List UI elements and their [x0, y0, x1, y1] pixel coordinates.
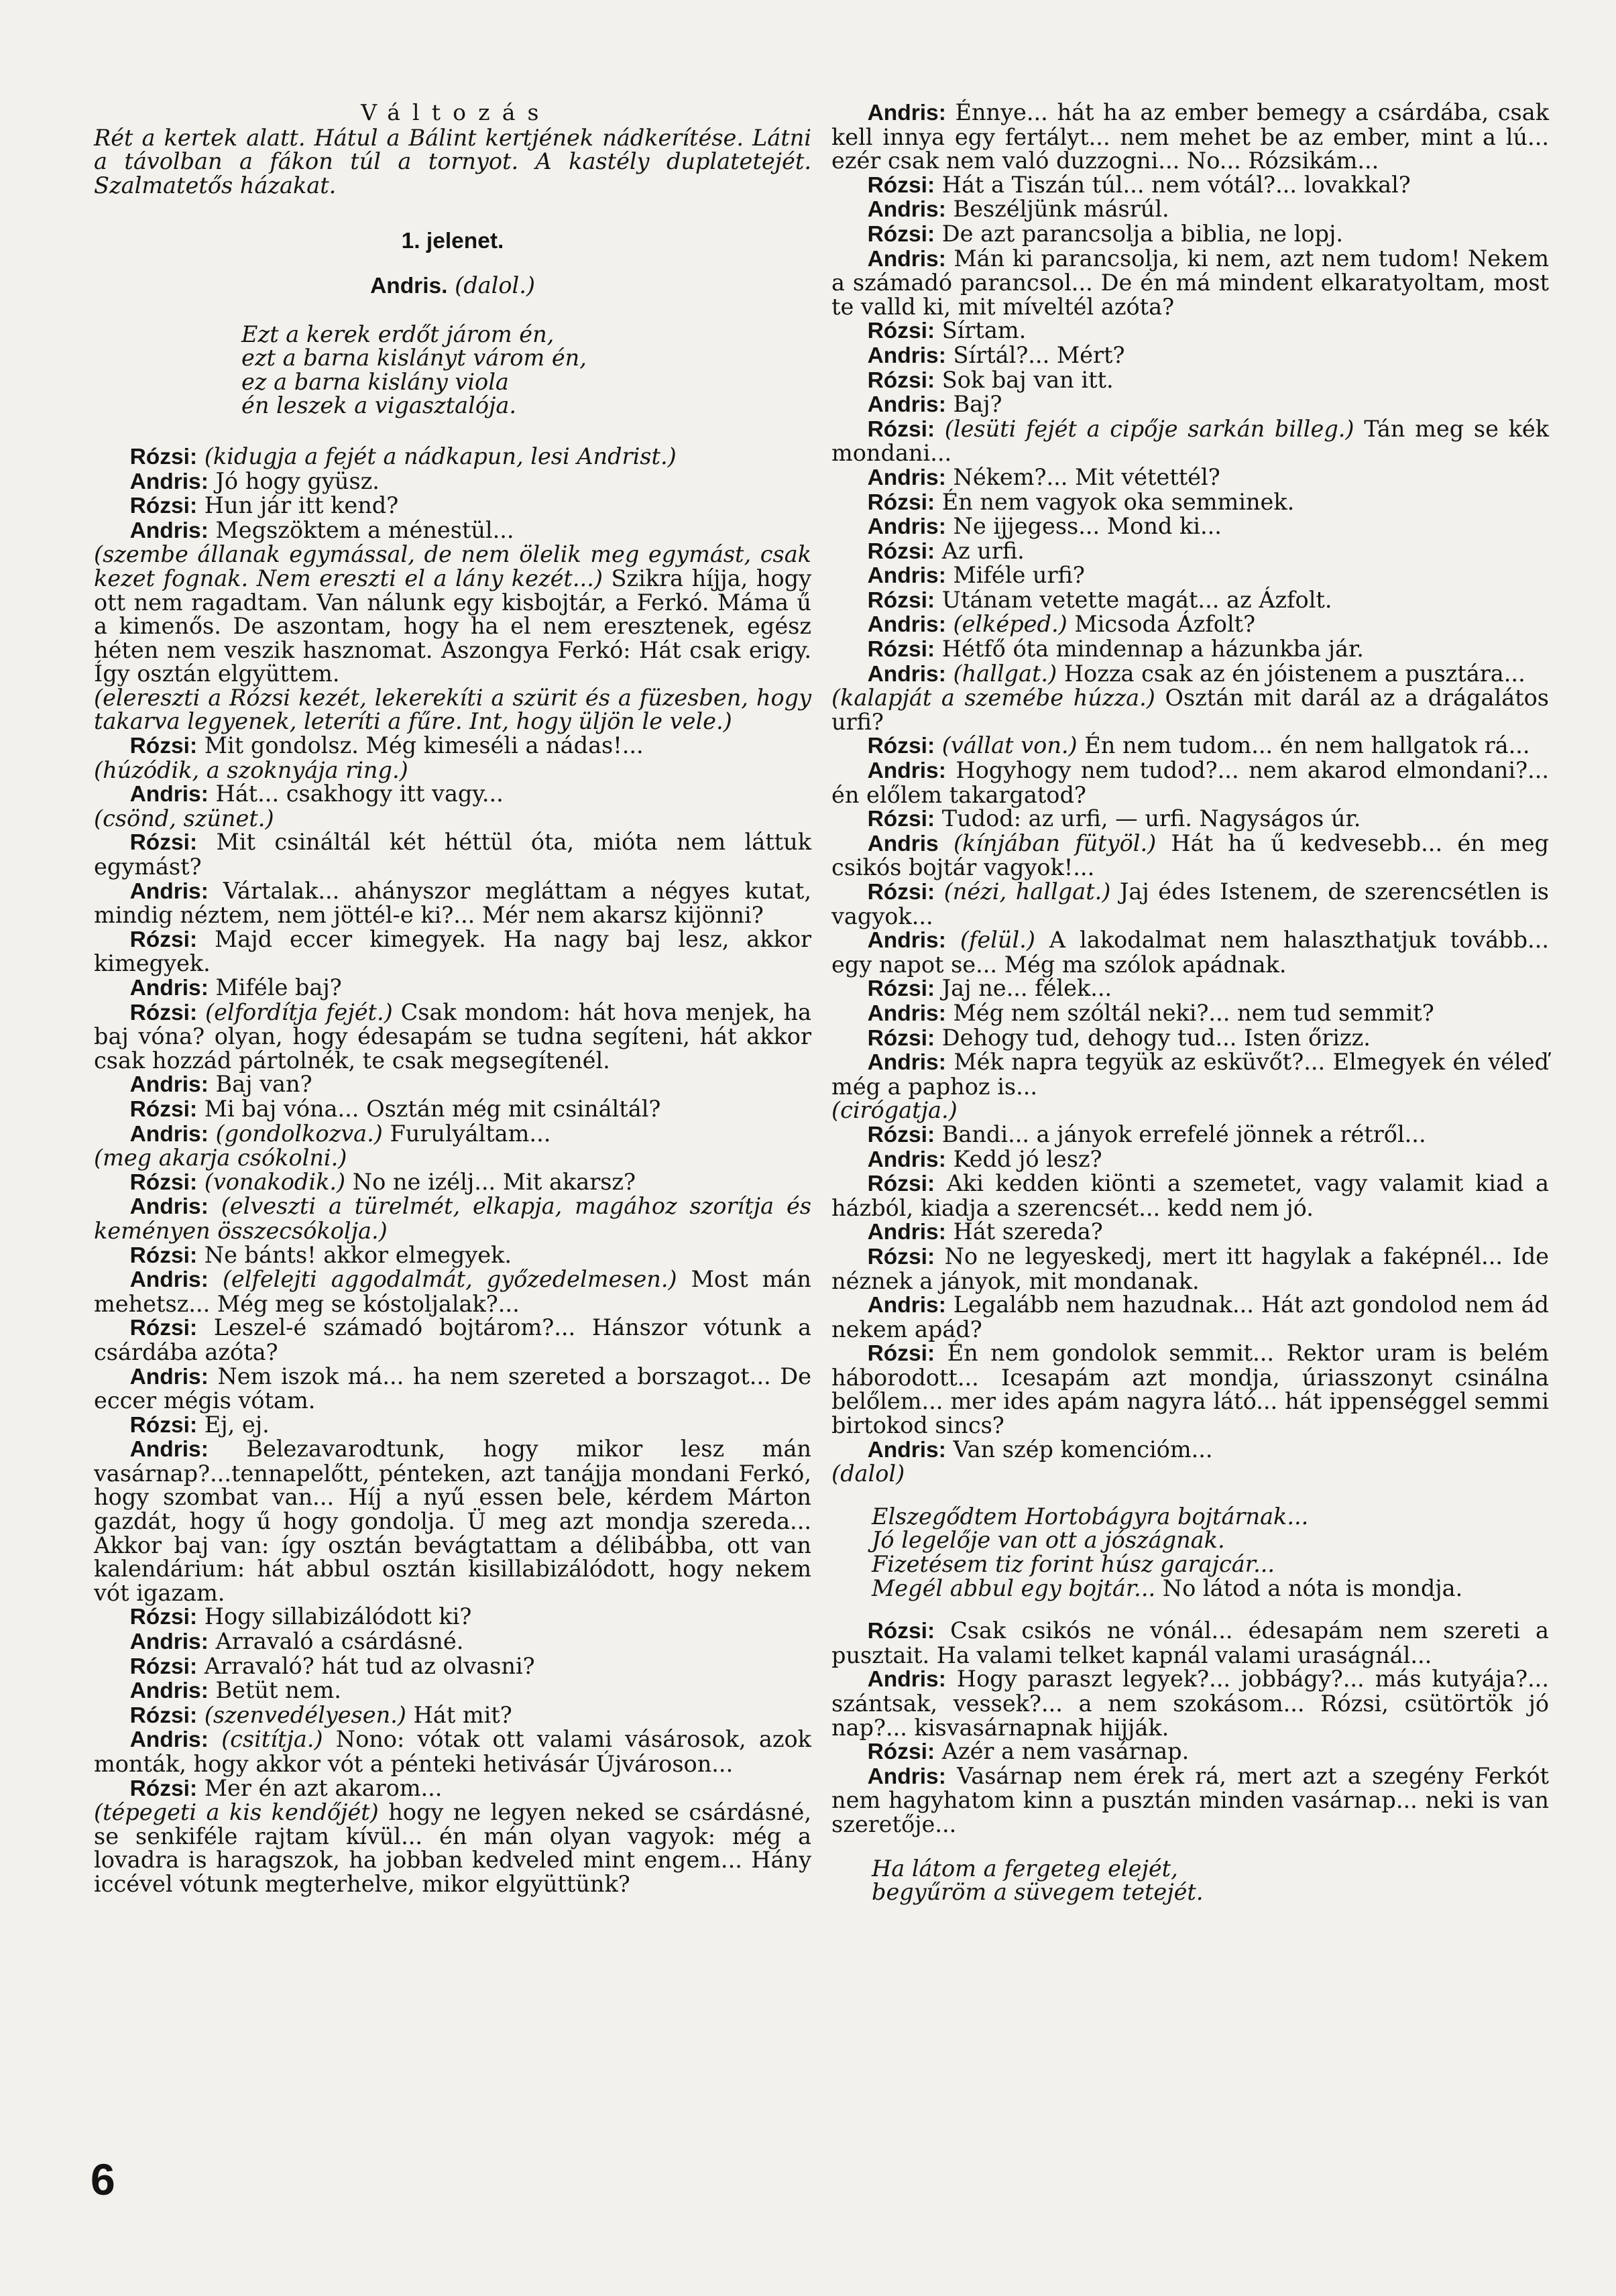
dialogue-line	[831, 1123, 1549, 1147]
dialogue-line	[831, 1293, 1549, 1341]
dialogue-line	[94, 1122, 811, 1147]
dialogue-line	[94, 1654, 811, 1679]
scene-heading: 1. jelenet.	[401, 229, 504, 254]
dialogue-line	[94, 1072, 811, 1097]
dialogue-text: Miféle baj?	[215, 974, 342, 1000]
dialogue-line	[831, 588, 1549, 613]
dialogue-text: Arravaló a csárdásné.	[215, 1628, 464, 1655]
stage-direction: (csönd, szünet.)	[94, 805, 274, 831]
dialogue-line	[94, 782, 811, 807]
dialogue-text: Ej, ej.	[204, 1411, 270, 1438]
dialogue-line	[831, 1098, 1549, 1123]
dialogue-line	[831, 1667, 1549, 1739]
dialogue-line	[831, 734, 1549, 758]
speaker: Andris:	[867, 612, 946, 638]
dialogue-line	[831, 1341, 1549, 1437]
dialogue-text: Sírtam.	[941, 317, 1027, 344]
stage-direction: (kínjában fütyöl.)	[953, 829, 1157, 856]
stage-direction: (gondolkozva.)	[215, 1120, 383, 1147]
dialogue-line	[94, 1316, 811, 1364]
dialogue-line	[94, 1776, 811, 1801]
dialogue-text: Jó hogy gyüsz.	[215, 467, 380, 494]
speaker: Rózsi:	[129, 734, 198, 759]
dialogue-text: Belezavarodtunk, hogy mikor lesz mán vasárnap?...tennapelőtt, pénteken, azt tanájja mondani Ferkó, hogy szombat van... Híj a nyű essen bele, kérdem Márton gazdát, hogy ű hogy gondolja. Ü meg azt mondja szereda... Akkor baj van: így osztán bevágtattam a délibábba, ott van kalendárium: hát abbul osztán kisillabizálódott, hogy nekem vót igazam.	[94, 1436, 811, 1606]
speaker: Rózsi:	[867, 1122, 935, 1147]
dialogue-text: Hogy sillabizálódott ki?	[204, 1603, 472, 1630]
dialogue-line	[831, 173, 1549, 198]
speaker: Rózsi:	[129, 1412, 198, 1438]
dialogue-text: Ne bánts! akkor elmegyek.	[204, 1241, 512, 1268]
speaker: Rózsi:	[129, 494, 198, 519]
dialogue-text: Hát ha ű kedvesebb... én meg csikós bojtár vagyok!...	[831, 829, 1550, 881]
page-number: 6	[91, 2155, 115, 2204]
dialogue-text: Furulyáltam...	[390, 1120, 551, 1147]
stage-direction: (felül.)	[960, 927, 1035, 954]
dialogue-right	[831, 101, 1549, 1486]
dialogue-text: Hétfő óta mindennap a házunkba jár.	[941, 636, 1364, 663]
verse-line: begyűröm a süvegem tetejét.	[872, 1879, 1204, 1906]
dialogue-line	[94, 494, 811, 518]
speaker: Andris:	[867, 928, 946, 954]
stage-direction: (elveszti a türelmét, elkapja, magához szorítja és keményen összecsókolja.)	[94, 1193, 811, 1244]
dialogue-text: Arravaló? hát tud az olvasni?	[204, 1652, 535, 1679]
stage-direction: (húzódik, a szoknyája ring.)	[94, 756, 408, 783]
dialogue-line	[831, 563, 1549, 588]
stage-direction: (nézi, hallgat.)	[943, 878, 1111, 905]
dialogue-text: Mit gondolsz. Még kimeséli a nádas!...	[204, 732, 644, 759]
speaker: Andris:	[867, 1000, 946, 1026]
dialogue-text: Vártalak... ahányszor megláttam a négyes kutat, mindig néztem, nem jöttél-e ki?... Mér nem akarsz kijönni?	[94, 877, 811, 929]
verse-line: Jó legelője van ott a jószágnak.	[872, 1527, 1225, 1554]
dialogue-line	[831, 686, 1549, 734]
dialogue-line	[94, 1678, 811, 1703]
dialogue-line	[94, 1243, 811, 1268]
speaker: Rózsi:	[867, 221, 935, 247]
dialogue-text: Még nem szóltál neki?... nem tud semmit?	[953, 999, 1434, 1026]
dialogue-line	[94, 1267, 811, 1316]
dialogue-line	[94, 1000, 811, 1073]
dialogue-text: Mi baj vóna... Osztán még mit csináltál?	[204, 1095, 661, 1122]
dialogue-text: Beszéljünk másrúl.	[953, 196, 1169, 223]
dialogue-line	[831, 1739, 1549, 1764]
dialogue-text: Mer én azt akarom...	[204, 1774, 443, 1801]
dialogue-line	[94, 1605, 811, 1629]
dialogue-line	[94, 469, 811, 494]
dialogue-line	[94, 807, 811, 831]
dialogue-line	[831, 514, 1549, 539]
speaker: Rózsi:	[129, 1703, 198, 1728]
singing-direction	[94, 274, 811, 298]
speaker: Andris:	[867, 246, 946, 272]
dialogue-line	[831, 758, 1549, 807]
dialogue-text: Betüt nem.	[215, 1677, 341, 1704]
speaker: Andris:	[867, 465, 946, 490]
speaker: Rózsi:	[867, 637, 935, 663]
speaker: Andris:	[867, 1293, 946, 1318]
dialogue-text: Nékem?... Mit vétettél?	[953, 463, 1220, 490]
dialogue-text: Hát... csakhogy itt vagy...	[215, 781, 504, 807]
dialogue-text: Miféle urfi?	[953, 562, 1085, 589]
dialogue-line	[831, 465, 1549, 490]
dialogue-line	[831, 247, 1549, 319]
speaker: Rózsi:	[867, 490, 935, 515]
speaker: Rózsi:	[867, 1341, 935, 1367]
dialogue-line	[831, 343, 1549, 368]
dialogue-text: Kedd jó lesz?	[953, 1145, 1102, 1172]
dialogue-line	[831, 1764, 1549, 1837]
dialogue-text: Baj van?	[215, 1071, 312, 1098]
speaker: Rózsi:	[867, 416, 935, 442]
speaker: Rózsi:	[867, 367, 935, 393]
stage-direction: (csitítja.)	[221, 1726, 323, 1753]
dialogue-line	[831, 928, 1549, 976]
speaker: Andris:	[867, 101, 946, 125]
dialogue-text: Osztán mit darál az a drágalátos urfi?	[831, 685, 1549, 735]
speaker: Andris.	[370, 273, 448, 298]
speaker: Rózsi:	[129, 1096, 198, 1122]
speaker: Rózsi:	[867, 172, 935, 198]
dialogue-line	[831, 417, 1549, 465]
dialogue-line	[831, 1462, 1549, 1486]
dialogue-line	[94, 927, 811, 976]
verse-line: Megél abbul egy bojtár... No látod a nóta is mondja.	[872, 1574, 1463, 1601]
dialogue-line	[94, 758, 811, 783]
dialogue-right-2	[831, 1619, 1549, 1836]
dialogue-text: Hát mit?	[413, 1701, 512, 1728]
dialogue-line	[94, 1170, 811, 1195]
song-verse-3	[872, 1857, 1549, 1904]
speaker: Rózsi:	[867, 734, 935, 759]
dialogue-line	[831, 222, 1549, 247]
verse-line: Elszegődtem Hortobágyra bojtárnak...	[872, 1503, 1309, 1530]
dialogue-line	[831, 1026, 1549, 1051]
song-verse	[241, 323, 811, 418]
dialogue-line	[94, 518, 811, 543]
dialogue-text: Bandi... a jányok errefelé jönnek a rétről...	[941, 1121, 1426, 1147]
speaker: Rózsi:	[867, 1171, 935, 1197]
dialogue-text: Mit csináltál két héttül óta, mióta nem láttuk egymást?	[94, 829, 811, 880]
dialogue-line	[94, 1703, 811, 1728]
speaker: Andris:	[129, 1072, 209, 1098]
dialogue-text: Sok baj van itt.	[941, 366, 1114, 393]
dialogue-line	[94, 879, 811, 927]
stage-direction: (vonakodik.)	[204, 1168, 346, 1195]
dialogue-text: Azér a nem vasárnap.	[941, 1738, 1190, 1765]
verse-line: Ezt a kerek erdőt járom én,	[241, 321, 555, 347]
dialogue-line	[94, 830, 811, 878]
dialogue-text: Tán meg se kék mondani...	[831, 415, 1549, 467]
dialogue-line	[831, 368, 1549, 393]
dialogue-text: Csak mondom: hát hova menjek, ha baj vóna? olyan, hogy édesapám se tudna segíteni, hát akkor csak hozzád pártolnék, te csak megsegítenél.	[94, 998, 812, 1074]
stage-direction: (tépegeti a kis kendőjét)	[94, 1799, 379, 1826]
dialogue-line	[94, 686, 811, 734]
dialogue-line	[94, 1413, 811, 1438]
stage-direction: (meg akarja csókolni.)	[94, 1145, 347, 1171]
dialogue-text: Nem iszok má... ha nem szereted a borszagot... De eccer mégis vótam.	[94, 1363, 811, 1414]
dialogue-text: Sírtál?... Mért?	[953, 341, 1125, 368]
speaker: Rózsi:	[129, 1654, 198, 1679]
dialogue-text: Hát a Tiszán túl... nem vótál?... lovakkal?	[941, 171, 1411, 198]
dialogue-line	[831, 1147, 1549, 1172]
dialogue-line	[94, 1365, 811, 1413]
speaker: Andris:	[867, 343, 946, 368]
dialogue-line	[831, 319, 1549, 343]
stage-setting: Rét a kertek alatt. Hátul a Bálint kertjének nádkerítése. Látni a távolban a fákon túl a tornyot. A kastély duplatetejét. Szalmatetős házakat.	[94, 124, 811, 198]
dialogue-text: Jaj édes Istenem, de szerencsétlen is vagyok...	[831, 878, 1549, 929]
stage-direction: (kidugja a fejét a nádkapun, lesi Andrist.)	[204, 443, 677, 469]
dialogue-line	[94, 976, 811, 1000]
dialogue-text: Hogyhogy nem tudod?... nem akarod elmondani?... én előlem takargatod?	[831, 757, 1549, 808]
dialogue-line	[831, 831, 1549, 880]
stage-direction: (elereszti a Rózsi kezét, lekerekíti a szürit és a füzesben, hogy takarva legyenek, leteríti a fűre. Int, hogy üljön le vele.)	[94, 684, 811, 735]
dialogue-text: Megszöktem a ménestül...	[215, 516, 514, 543]
direction: (dalol.)	[455, 272, 535, 298]
dialogue-text: Ne ijjegess... Mond ki...	[953, 513, 1222, 540]
speaker: Andris:	[129, 1121, 209, 1147]
dialogue-line	[94, 1727, 811, 1776]
speaker: Rózsi:	[129, 1243, 198, 1268]
dialogue-line	[831, 1171, 1549, 1220]
speaker: Rózsi:	[129, 444, 198, 469]
speaker: Andris:	[867, 1050, 946, 1076]
dialogue-text: Hát szereda?	[953, 1218, 1103, 1245]
left-column	[94, 101, 811, 1896]
speaker: Andris:	[129, 1437, 209, 1462]
dialogue-text: No ne legyeskedj, mert itt hagylak a faképnél... Ide néznek a jányok, mit mondanak.	[831, 1243, 1549, 1294]
dialogue-line	[831, 1050, 1549, 1098]
dialogue-text: Hun jár itt kend?	[204, 492, 399, 519]
speaker: Andris	[867, 831, 939, 856]
speaker: Rózsi:	[867, 1619, 935, 1644]
dialogue-line	[831, 1220, 1549, 1245]
speaker: Rózsi:	[867, 807, 935, 832]
dialogue-text: Majd eccer kimegyek. Ha nagy baj lesz, akkor kimegyek.	[94, 925, 811, 977]
verse-line: én leszek a vigasztalója.	[241, 392, 517, 419]
play-title: Változás	[361, 99, 551, 125]
dialogue-text: Csak csikós ne vónál... édesapám nem szereti a pusztait. Ha valami telket kapnál valami uraságnál...	[831, 1617, 1550, 1668]
speaker: Rózsi:	[129, 1776, 198, 1801]
dialogue-line	[831, 612, 1549, 637]
speaker: Andris:	[867, 1147, 946, 1172]
speaker: Andris:	[867, 661, 946, 687]
dialogue-line	[94, 1629, 811, 1654]
dialogue-text: Énnye... hát ha az ember bemegy a csárdába, csak kell innya egy fertályt... nem mehet be az ember, mint a lú... ezér csak nem való duzzogni... No... Rózsikám...	[831, 99, 1549, 174]
dialogue-text: Hozza csak az én jóistenem a pusztára...	[1063, 660, 1525, 687]
dialogue-line	[831, 637, 1549, 662]
speaker: Rózsi:	[867, 1244, 935, 1269]
speaker: Rózsi:	[129, 1605, 198, 1630]
dialogue-text: Dehogy tud, dehogy tud... Isten őrizz.	[941, 1024, 1371, 1051]
dialogue-text: Mán ki parancsolja, ki nem, azt nem tudom! Nekem a számadó parancsol... De én má mindent elkaratyoltam, most te valld ki, mit míveltél azóta?	[831, 245, 1549, 320]
dialogue-line	[94, 1194, 811, 1243]
dialogue-text: hogy ne legyen neked se csárdásné, se senkiféle rajtam kívül... én mán olyan vagyok: még a lovadra is haragszok, ha jobban kedveled mint engem... Hány iccével vótunk megterhelve, mikor elgyüttünk?	[94, 1799, 811, 1897]
dialogue-text: De azt parancsolja a biblia, ne lopj.	[941, 220, 1343, 247]
dialogue-text: Utánam vetette magát... az Ázfolt.	[941, 586, 1332, 613]
speaker: Andris:	[867, 1667, 946, 1692]
dialogue-line	[94, 734, 811, 758]
dialogue-text: Legalább nem hazudnak... Hát azt gondolod nem ád nekem apád?	[831, 1292, 1549, 1342]
stage-direction: (cirógatja.)	[831, 1097, 958, 1124]
speaker: Andris:	[867, 514, 946, 540]
stage-direction: (szenvedélyesen.)	[204, 1701, 406, 1728]
stage-direction: (lesüti fejét a cipője sarkán billeg.)	[944, 415, 1354, 442]
dialogue-text: Vasárnap nem érek rá, mert azt a szegény Ferkót nem hagyhatom kinn a pusztán minden vasárnap... neki is van szeretője...	[831, 1762, 1549, 1837]
speaker: Andris:	[867, 197, 946, 223]
speaker: Rózsi:	[129, 927, 198, 952]
dialogue-line	[94, 1146, 811, 1170]
dialogue-text: Baj?	[953, 391, 1002, 418]
speaker: Rózsi:	[867, 880, 935, 905]
speaker: Rózsi:	[129, 1316, 198, 1341]
speaker: Andris:	[129, 976, 209, 1000]
dialogue-line	[831, 880, 1549, 928]
dialogue-text: Hogy paraszt legyek?... jobbágy?... más kutyája?... szántsak, vessek?... a nem szokásom... Rózsi, csütörtök jó nap?... kisvasárnapnak hijják.	[831, 1666, 1549, 1741]
dialogue-line	[94, 1437, 811, 1605]
speaker: Andris:	[867, 392, 946, 418]
dialogue-line	[831, 1438, 1549, 1462]
right-column	[831, 101, 1549, 1904]
dialogue-text: Leszel-é számadó bojtárom?... Hánszor vótunk a csárdába azóta?	[94, 1314, 811, 1365]
speaker: Andris:	[129, 1629, 209, 1655]
speaker: Andris:	[129, 469, 209, 494]
dialogue-line	[831, 1001, 1549, 1026]
dialogue-line	[831, 197, 1549, 222]
speaker: Andris:	[129, 878, 209, 904]
dialogue-text: Én nem gondolok semmit... Rektor uram is belém háborodott... Icesapám azt mondja, úriasszonyt csinálna belőlem... mer ides apám nagyra látó... hát ippenséggel semmi birtokod sincs?	[831, 1340, 1549, 1439]
dialogue-line	[94, 445, 811, 469]
dialogue-line	[94, 542, 811, 686]
speaker: Andris:	[867, 563, 946, 589]
dialogue-text: Most mán mehetsz... Még meg se kóstoljalak?...	[94, 1266, 811, 1317]
dialogue-line	[831, 539, 1549, 564]
verse-tail: No látod a nóta is mondja.	[1162, 1574, 1463, 1601]
speaker: Andris:	[129, 1364, 209, 1389]
dialogue-line	[831, 662, 1549, 687]
stage-direction: (vállat von.)	[941, 732, 1078, 759]
dialogue-text: A lakodalmat nem halaszthatjuk tovább... egy napot se... Még ma szólok apádnak.	[831, 927, 1550, 978]
dialogue-text: Én nem tudom... én nem hallgatok rá...	[1084, 732, 1530, 759]
verse-line: Ha látom a fergeteg elejét,	[872, 1855, 1178, 1882]
speaker: Rózsi:	[867, 1739, 935, 1765]
dialogue-text: Tudod: az urfi, — urfi. Nagyságos úr.	[941, 805, 1361, 832]
stage-direction: (dalol)	[831, 1460, 905, 1487]
stage-direction: (elképed.)	[953, 611, 1067, 638]
dialogue-text: No ne izélj... Mit akarsz?	[352, 1168, 636, 1195]
dialogue-text: Az urfi.	[941, 537, 1025, 564]
speaker: Rózsi:	[867, 1025, 935, 1051]
speaker: Andris:	[867, 1764, 946, 1789]
verse-line: Fizetésem tiz forint húsz garajcár...	[872, 1551, 1275, 1578]
speaker: Rózsi:	[867, 319, 935, 344]
dialogue-line	[94, 1800, 811, 1896]
verse-line: ez a barna kislány viola	[241, 368, 509, 395]
dialogue-line	[831, 1619, 1549, 1667]
speaker: Rózsi:	[129, 830, 198, 856]
stage-direction: (elfordítja fejét.)	[205, 998, 393, 1025]
verse-line: ezt a barna kislányt várom én,	[241, 345, 587, 371]
dialogue-line	[831, 490, 1549, 515]
dialogue-text: Szikra híjja, hogy ott nem ragadtam. Van nálunk egy kisbojtár, a Ferkó. Máma ű a kimenős. De aszontam, hogy ha el nem eresztenek, egész héten nem veszik hasznomat. Aszongya Ferkó: Hát csak erigy. Így osztán elgyüttem.	[94, 565, 811, 687]
dialogue-line	[831, 1245, 1549, 1293]
dialogue-text: Van szép komenciόm...	[953, 1436, 1213, 1462]
speaker: Andris:	[129, 1678, 209, 1704]
dialogue-text: Jaj ne... félek...	[941, 975, 1112, 1002]
stage-direction: (szembe állanak egymással, de nem ölelik meg egymást, csak kezet fognak. Nem ereszti el a lány kezét...)	[94, 541, 811, 591]
speaker: Rózsi:	[129, 1169, 198, 1195]
speaker: Andris:	[129, 1267, 209, 1293]
dialogue-line	[831, 392, 1549, 417]
dialogue-line	[831, 976, 1549, 1001]
dialogue-line	[831, 101, 1549, 173]
speaker: Andris:	[129, 518, 209, 543]
speaker: Andris:	[129, 1194, 209, 1220]
dialogue-line	[831, 807, 1549, 831]
speaker: Rózsi:	[867, 976, 935, 1002]
speaker: Andris:	[867, 1220, 946, 1245]
stage-direction: (elfelejti aggodalmát, győzedelmesen.)	[222, 1266, 677, 1293]
speaker: Andris:	[867, 1437, 946, 1462]
speaker: Andris:	[129, 782, 209, 807]
stage-direction: (kalapját a szemébe húzza.)	[831, 685, 1155, 711]
speaker: Rózsi:	[867, 538, 935, 564]
stage-direction: (hallgat.)	[953, 660, 1057, 687]
dialogue-text: Nono: vótak ott valami vásárosok, azok monták, hogy akkor vót a pénteki hetivásár Újvároson...	[94, 1726, 811, 1777]
dialogue-text: Micsoda Ázfolt?	[1074, 611, 1256, 638]
dialogue-line	[94, 1097, 811, 1122]
dialogue-text: Mék napra tegyük az esküvőt?... Elmegyek én véleď még a paphoz is...	[831, 1049, 1549, 1100]
dialogue-left	[94, 445, 811, 1896]
speaker: Rózsi:	[867, 587, 935, 613]
speaker: Andris:	[867, 758, 946, 784]
dialogue-text: Én nem vagyok oka semminek.	[941, 488, 1295, 515]
song-verse-2	[872, 1505, 1549, 1600]
speaker: Rózsi:	[129, 1000, 198, 1025]
dialogue-text: Aki kedden kiönti a szemetet, vagy valamit kiad a házból, kiadja a szerencsét... kedd nem jó.	[831, 1170, 1549, 1221]
speaker: Andris:	[129, 1727, 209, 1753]
